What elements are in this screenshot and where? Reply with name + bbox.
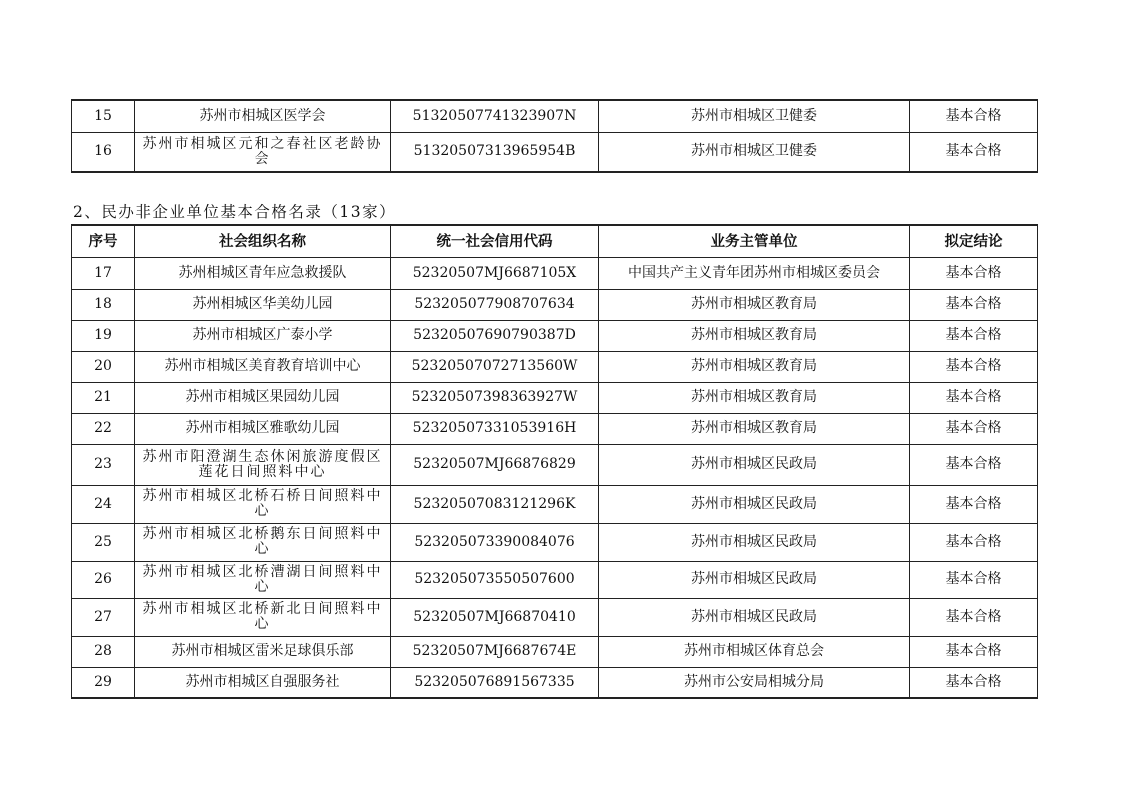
row-number: 29 [72, 667, 135, 698]
supervising-unit: 苏州市相城区体育总会 [599, 636, 910, 667]
table-row [72, 351, 1038, 382]
credit-code: 52320507398363927W [391, 382, 599, 413]
org-name: 苏州市阳澄湖生态休闲旅游度假区莲花日间照料中心 [135, 444, 391, 485]
supervising-unit: 苏州市相城区卫健委 [599, 132, 910, 172]
header-credit-code: 统一社会信用代码 [391, 225, 599, 257]
supervising-unit: 苏州市相城区民政局 [599, 485, 910, 523]
conclusion: 基本合格 [910, 320, 1038, 351]
row-number: 20 [72, 351, 135, 382]
table-row [72, 289, 1038, 320]
supervising-unit: 苏州市公安局相城分局 [599, 667, 910, 698]
conclusion: 基本合格 [910, 485, 1038, 523]
credit-code: 52320507690790387D [391, 320, 599, 351]
org-name: 苏州市相城区美育教育培训中心 [135, 351, 391, 382]
supervising-unit: 苏州市相城区教育局 [599, 289, 910, 320]
header-number: 序号 [72, 225, 135, 257]
org-name: 苏州市相城区北桥新北日间照料中心 [135, 598, 391, 636]
table-row [72, 636, 1038, 667]
conclusion: 基本合格 [910, 636, 1038, 667]
supervising-unit: 苏州市相城区民政局 [599, 561, 910, 598]
supervising-unit: 中国共产主义青年团苏州市相城区委员会 [599, 257, 910, 289]
row-number: 27 [72, 598, 135, 636]
credit-code: 51320507741323907N [391, 100, 599, 132]
supervising-unit: 苏州市相城区卫健委 [599, 100, 910, 132]
supervising-unit: 苏州市相城区教育局 [599, 382, 910, 413]
supervising-unit: 苏州市相城区民政局 [599, 523, 910, 561]
table-row [72, 667, 1038, 698]
row-number: 16 [72, 132, 135, 172]
header-row [72, 225, 1038, 257]
table-row [72, 485, 1038, 523]
conclusion: 基本合格 [910, 132, 1038, 172]
row-number: 19 [72, 320, 135, 351]
org-name: 苏州市相城区北桥漕湖日间照料中心 [135, 561, 391, 598]
conclusion: 基本合格 [910, 667, 1038, 698]
row-number: 18 [72, 289, 135, 320]
row-number: 21 [72, 382, 135, 413]
supervising-unit: 苏州市相城区教育局 [599, 351, 910, 382]
org-name: 苏州市相城区北桥鹅东日间照料中心 [135, 523, 391, 561]
table-row [72, 598, 1038, 636]
conclusion: 基本合格 [910, 444, 1038, 485]
header-conclusion: 拟定结论 [910, 225, 1038, 257]
table-row [72, 257, 1038, 289]
header-supervising-unit: 业务主管单位 [599, 225, 910, 257]
supervising-unit: 苏州市相城区民政局 [599, 598, 910, 636]
org-name: 苏州相城区华美幼儿园 [135, 289, 391, 320]
credit-code: 52320507MJ6687674E [391, 636, 599, 667]
conclusion: 基本合格 [910, 100, 1038, 132]
conclusion: 基本合格 [910, 413, 1038, 444]
table-row [72, 444, 1038, 485]
credit-code: 523205077908707634 [391, 289, 599, 320]
credit-code: 523205073390084076 [391, 523, 599, 561]
org-name: 苏州市相城区北桥石桥日间照料中心 [135, 485, 391, 523]
conclusion: 基本合格 [910, 561, 1038, 598]
conclusion: 基本合格 [910, 382, 1038, 413]
credit-code: 52320507072713560W [391, 351, 599, 382]
org-name: 苏州相城区青年应急救援队 [135, 257, 391, 289]
table-row [72, 523, 1038, 561]
header-org-name: 社会组织名称 [135, 225, 391, 257]
row-number: 22 [72, 413, 135, 444]
org-name: 苏州市相城区元和之春社区老龄协会 [135, 132, 391, 172]
table-row [72, 561, 1038, 598]
row-number: 26 [72, 561, 135, 598]
credit-code: 523205073550507600 [391, 561, 599, 598]
row-number: 25 [72, 523, 135, 561]
credit-code: 52320507MJ66876829 [391, 444, 599, 485]
table-row [72, 132, 1038, 172]
org-name: 苏州市相城区广泰小学 [135, 320, 391, 351]
row-number: 28 [72, 636, 135, 667]
supervising-unit: 苏州市相城区民政局 [599, 444, 910, 485]
table-row [72, 320, 1038, 351]
credit-code: 52320507MJ66870410 [391, 598, 599, 636]
table-row [72, 382, 1038, 413]
conclusion: 基本合格 [910, 351, 1038, 382]
row-number: 24 [72, 485, 135, 523]
row-number: 23 [72, 444, 135, 485]
credit-code: 51320507313965954B [391, 132, 599, 172]
table-row [72, 100, 1038, 132]
conclusion: 基本合格 [910, 257, 1038, 289]
credit-code: 52320507331053916H [391, 413, 599, 444]
row-number: 17 [72, 257, 135, 289]
credit-code: 52320507MJ6687105X [391, 257, 599, 289]
credit-code: 523205076891567335 [391, 667, 599, 698]
table-row [72, 413, 1038, 444]
org-name: 苏州市相城区雷米足球俱乐部 [135, 636, 391, 667]
org-name: 苏州市相城区自强服务社 [135, 667, 391, 698]
conclusion: 基本合格 [910, 523, 1038, 561]
conclusion: 基本合格 [910, 289, 1038, 320]
section-heading: 2、民办非企业单位基本合格名录（13家） [73, 203, 397, 221]
supervising-unit: 苏州市相城区教育局 [599, 320, 910, 351]
conclusion: 基本合格 [910, 598, 1038, 636]
private-non-enterprise-table [71, 224, 1038, 699]
row-number: 15 [72, 100, 135, 132]
org-name: 苏州市相城区医学会 [135, 100, 391, 132]
org-name: 苏州市相城区果园幼儿园 [135, 382, 391, 413]
continued-table [71, 99, 1038, 173]
credit-code: 52320507083121296K [391, 485, 599, 523]
supervising-unit: 苏州市相城区教育局 [599, 413, 910, 444]
org-name: 苏州市相城区雅歌幼儿园 [135, 413, 391, 444]
